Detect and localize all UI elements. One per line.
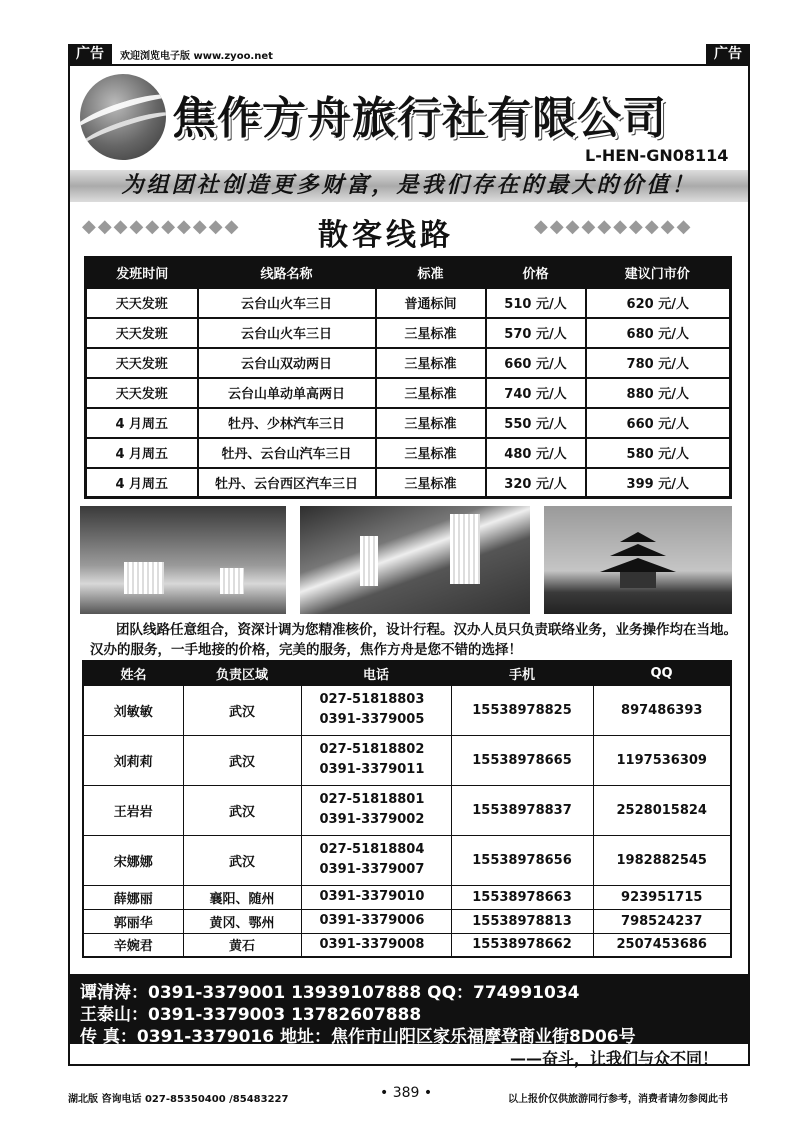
canyon-waterfall-photo (300, 506, 530, 614)
staff-qq: 2507453686 (593, 933, 731, 957)
route-standard: 三星标准 (376, 438, 486, 468)
staff-mobile: 15538978663 (451, 885, 593, 909)
staff-area: 武汉 (183, 785, 301, 835)
staff-table (82, 660, 732, 958)
route-price: 660 元/人 (486, 348, 586, 378)
staff-mobile: 15538978825 (451, 685, 593, 735)
route-departure: 4 月周五 (86, 408, 198, 438)
route-retail: 399 元/人 (586, 468, 731, 498)
intro-text: 团队线路任意组合，资深计调为您精准核价，设计行程。汉办人员只负责联络业务，业务操作均在当地。汉办的服务，一手地接的价格，完美的服务，焦作方舟是您不错的选择！ (90, 622, 737, 658)
staff-name: 薛娜丽 (83, 885, 183, 909)
route-price: 510 元/人 (486, 288, 586, 318)
contact-manager-1: 谭清涛：0391-3379001 13939107888 QQ：774991034 (80, 983, 580, 1003)
route-name: 牡丹、少林汽车三日 (198, 408, 376, 438)
route-standard: 三星标准 (376, 378, 486, 408)
ad-label-left: 广告 (68, 44, 112, 64)
route-standard: 三星标准 (376, 348, 486, 378)
route-price: 550 元/人 (486, 408, 586, 438)
route-standard: 三星标准 (376, 468, 486, 498)
staff-tel-1: 0391-3379010 (301, 885, 451, 909)
route-retail: 660 元/人 (586, 408, 731, 438)
col-tel: 电话 (301, 661, 451, 685)
col-name: 姓名 (83, 661, 183, 685)
diamond-decoration-right: ◆◆◆◆◆◆◆◆◆◆ (534, 216, 693, 237)
staff-tel-1: 027-51818804 (319, 842, 425, 857)
route-standard: 三星标准 (376, 408, 486, 438)
route-retail: 620 元/人 (586, 288, 731, 318)
staff-name: 辛婉君 (83, 933, 183, 957)
route-row (86, 468, 731, 498)
contact-fax-address: 传 真：0391-3379016 地址：焦作市山阳区家乐福摩登商业街8D06号 (80, 1027, 636, 1047)
route-retail: 880 元/人 (586, 378, 731, 408)
pagoda-roof (610, 544, 666, 556)
route-departure: 4 月周五 (86, 468, 198, 498)
staff-qq: 2528015824 (593, 785, 731, 835)
staff-tel (301, 785, 451, 835)
license-number: L-HEN-GN08114 (585, 146, 729, 165)
route-retail: 780 元/人 (586, 348, 731, 378)
staff-area: 黄石 (183, 933, 301, 957)
route-price: 320 元/人 (486, 468, 586, 498)
staff-row (83, 909, 731, 933)
waterfall-stream (220, 568, 244, 594)
staff-mobile: 15538978665 (451, 735, 593, 785)
route-price: 570 元/人 (486, 318, 586, 348)
staff-qq: 1982882545 (593, 835, 731, 885)
staff-name: 宋娜娜 (83, 835, 183, 885)
route-row (86, 318, 731, 348)
route-standard: 三星标准 (376, 318, 486, 348)
staff-tel (301, 735, 451, 785)
col-price: 价格 (486, 258, 586, 288)
footer-hotline: 湖北版 咨询电话 027-85350400 /85483227 (68, 1094, 289, 1105)
staff-row (83, 785, 731, 835)
welcome-text: 欢迎浏览电子版 www.zyoo.net (120, 51, 273, 62)
route-retail: 680 元/人 (586, 318, 731, 348)
col-qq: QQ (593, 661, 731, 685)
company-name: 焦作方舟旅行社有限公司 (172, 93, 667, 144)
col-area: 负责区域 (183, 661, 301, 685)
route-name: 云台山火车三日 (198, 318, 376, 348)
motto: ——奋斗，让我们与众不同！ (510, 1049, 719, 1068)
route-row (86, 438, 731, 468)
staff-area: 武汉 (183, 735, 301, 785)
staff-tel-2: 0391-3379011 (319, 762, 425, 777)
col-standard: 标准 (376, 258, 486, 288)
route-name: 牡丹、云台山汽车三日 (198, 438, 376, 468)
ad-label-right: 广告 (706, 44, 750, 64)
staff-tel-2: 0391-3379005 (319, 712, 425, 727)
col-mobile: 手机 (451, 661, 593, 685)
footer-disclaimer: 以上报价仅供旅游同行参考，消费者请勿参阅此书 (508, 1094, 728, 1105)
waterfall-photo (80, 506, 286, 614)
route-name: 云台山单动单高两日 (198, 378, 376, 408)
staff-qq: 798524237 (593, 909, 731, 933)
staff-mobile: 15538978837 (451, 785, 593, 835)
routes-table (84, 256, 732, 499)
waterfall-stream (450, 514, 480, 584)
section-title: 散客线路 (318, 218, 454, 253)
route-departure: 天天发班 (86, 378, 198, 408)
pagoda-roof (600, 558, 676, 572)
company-logo-icon (80, 74, 166, 160)
route-name: 云台山火车三日 (198, 288, 376, 318)
contact-manager-2: 王泰山：0391-3379003 13782607888 (80, 1005, 422, 1025)
staff-tel-1: 027-51818802 (319, 742, 425, 757)
staff-tel-1: 0391-3379008 (301, 933, 451, 957)
staff-row (83, 835, 731, 885)
routes-header-row (86, 258, 731, 288)
pagoda-base (620, 572, 656, 588)
route-departure: 4 月周五 (86, 438, 198, 468)
page-number: • 389 • (380, 1085, 433, 1101)
route-name: 云台山双动两日 (198, 348, 376, 378)
route-standard: 普通标间 (376, 288, 486, 318)
route-row (86, 348, 731, 378)
staff-area: 襄阳、随州 (183, 885, 301, 909)
staff-mobile: 15538978656 (451, 835, 593, 885)
staff-name: 刘莉莉 (83, 735, 183, 785)
staff-row (83, 685, 731, 735)
col-departure: 发班时间 (86, 258, 198, 288)
staff-row (83, 735, 731, 785)
staff-tel-1: 027-51818801 (319, 792, 425, 807)
staff-mobile: 15538978662 (451, 933, 593, 957)
staff-tel (301, 685, 451, 735)
pagoda-photo (544, 506, 732, 614)
col-route: 线路名称 (198, 258, 376, 288)
col-retail-price: 建议门市价 (586, 258, 731, 288)
staff-tel (301, 835, 451, 885)
staff-qq: 897486393 (593, 685, 731, 735)
staff-qq: 923951715 (593, 885, 731, 909)
route-row (86, 288, 731, 318)
slogan: 为组团社创造更多财富，是我们存在的最大的价值！ (70, 170, 748, 202)
route-retail: 580 元/人 (586, 438, 731, 468)
staff-name: 王岩岩 (83, 785, 183, 835)
waterfall-stream (360, 536, 378, 586)
route-price: 740 元/人 (486, 378, 586, 408)
route-departure: 天天发班 (86, 318, 198, 348)
pagoda-roof (620, 532, 656, 542)
staff-area: 武汉 (183, 835, 301, 885)
staff-tel-1: 027-51818803 (319, 692, 425, 707)
route-price: 480 元/人 (486, 438, 586, 468)
route-name: 牡丹、云台西区汽车三日 (198, 468, 376, 498)
waterfall-stream (124, 562, 164, 594)
diamond-decoration-left: ◆◆◆◆◆◆◆◆◆◆ (82, 216, 241, 237)
staff-tel-2: 0391-3379007 (319, 862, 425, 877)
staff-tel-2: 0391-3379002 (319, 812, 425, 827)
staff-mobile: 15538978813 (451, 909, 593, 933)
staff-qq: 1197536309 (593, 735, 731, 785)
contact-bar (70, 974, 748, 1047)
route-row (86, 378, 731, 408)
staff-row (83, 933, 731, 957)
staff-tel-1: 0391-3379006 (301, 909, 451, 933)
staff-row (83, 885, 731, 909)
route-departure: 天天发班 (86, 348, 198, 378)
staff-name: 郭丽华 (83, 909, 183, 933)
route-row (86, 408, 731, 438)
staff-area: 黄冈、鄂州 (183, 909, 301, 933)
route-departure: 天天发班 (86, 288, 198, 318)
staff-name: 刘敏敏 (83, 685, 183, 735)
staff-area: 武汉 (183, 685, 301, 735)
staff-header-row (83, 661, 731, 685)
